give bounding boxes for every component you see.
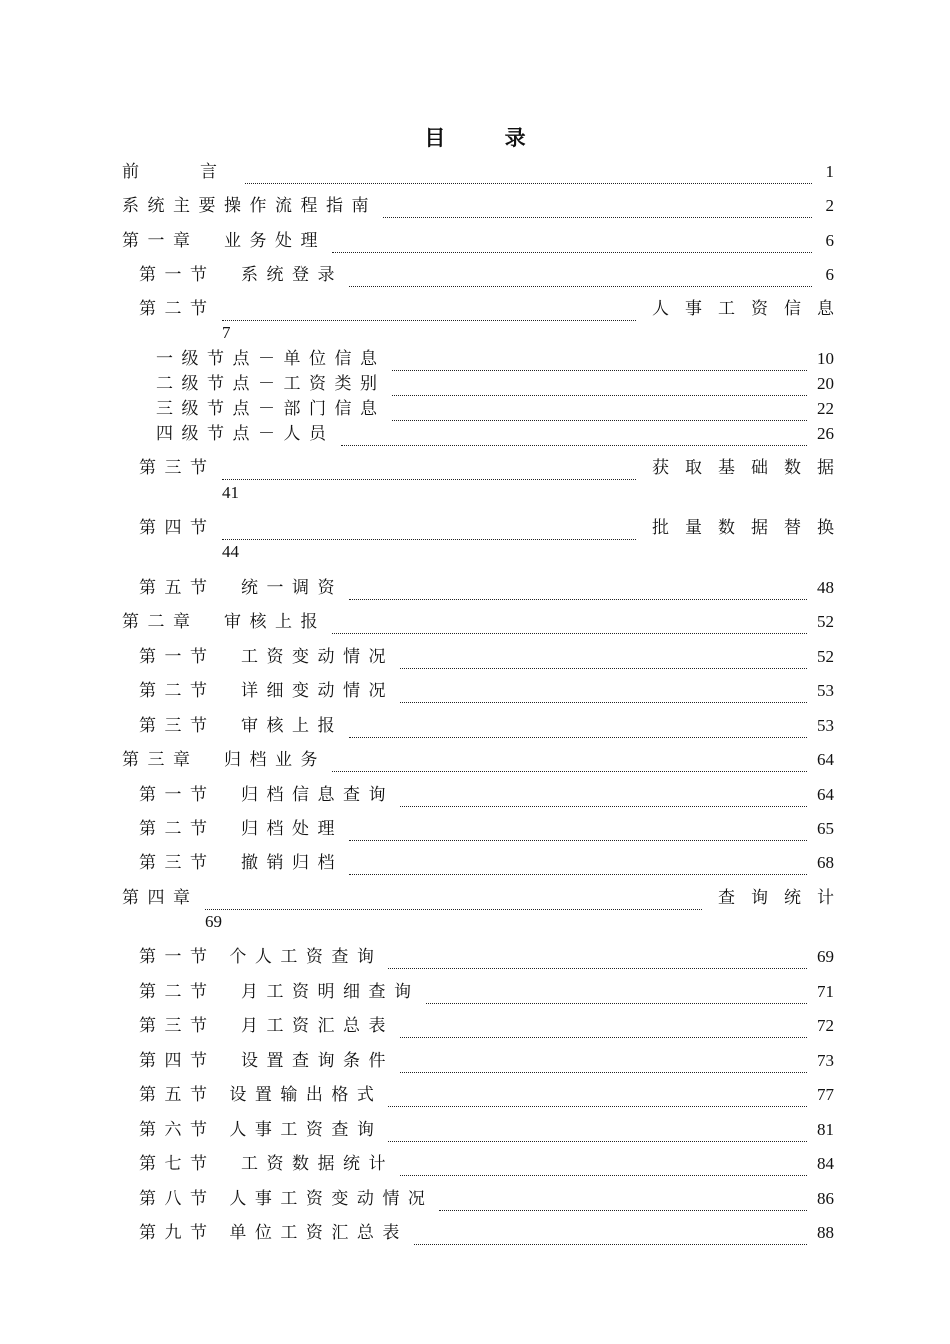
toc-entry[interactable]	[156, 347, 834, 371]
toc-leader	[400, 1159, 807, 1176]
toc-entry-page: 64	[817, 750, 834, 769]
toc-leader	[400, 686, 807, 703]
toc-entry-text: 第四章	[122, 888, 199, 908]
toc-leader	[388, 952, 807, 969]
toc-entry[interactable]	[139, 1152, 834, 1176]
toc-entry-page: 6	[825, 231, 834, 250]
toc-entry-text: 第七节 工资数据统计	[139, 1154, 394, 1174]
toc-leader	[388, 1125, 807, 1142]
toc-entry-text: 第五节 统一调资	[139, 578, 343, 598]
toc-leader	[414, 1228, 807, 1245]
toc-entry[interactable]	[139, 1049, 834, 1073]
toc-entry[interactable]	[139, 1187, 834, 1211]
toc-entry[interactable]	[139, 945, 834, 969]
toc-entry-page: 53	[817, 681, 834, 700]
toc-entry-text: 一级节点－单位信息	[156, 349, 386, 369]
toc-entry[interactable]	[139, 817, 834, 841]
toc-leader	[349, 583, 807, 600]
toc-leader	[439, 1194, 807, 1211]
toc-entry-page: 71	[817, 982, 834, 1001]
toc-entry[interactable]	[139, 456, 850, 480]
toc-entry-page: 88	[817, 1223, 834, 1242]
toc-entry[interactable]	[139, 679, 834, 703]
toc-leader	[222, 523, 637, 540]
toc-entry-text: 第三节	[139, 458, 216, 478]
toc-entry-page: 52	[817, 612, 834, 631]
toc-leader	[245, 167, 812, 184]
toc-entry-text: 第五节 设置输出格式	[139, 1085, 383, 1105]
toc-entry[interactable]	[139, 645, 834, 669]
toc-entry[interactable]	[122, 229, 834, 253]
toc-entry-page: 26	[817, 424, 834, 443]
toc-entry[interactable]	[122, 194, 834, 218]
toc-entry-text: 第二节	[139, 299, 216, 319]
toc-title: 目 录	[424, 126, 552, 150]
toc-leader	[400, 790, 807, 807]
toc-leader	[332, 755, 807, 772]
toc-entry-page: 1	[825, 162, 834, 181]
toc-entry[interactable]	[122, 748, 834, 772]
toc-entry-text: 第九节 单位工资汇总表	[139, 1223, 408, 1243]
toc-entry-tail: 查询统计	[718, 888, 850, 908]
toc-entry-tail: 获取基础数据	[652, 458, 850, 478]
toc-entry-text: 第八节 人事工资变动情况	[139, 1189, 434, 1209]
toc-entry-page: 20	[817, 374, 834, 393]
toc-entry-text: 四级节点－人员	[156, 424, 335, 444]
toc-entry-page: 7	[222, 323, 231, 342]
toc-entry-text: 第二节 归档处理	[139, 819, 343, 839]
toc-entry[interactable]	[139, 1083, 834, 1107]
toc-entry-page: 69	[205, 912, 222, 931]
toc-entry-page: 22	[817, 399, 834, 418]
toc-entry-text: 第三章 归档业务	[122, 750, 326, 770]
toc-entry-page: 73	[817, 1051, 834, 1070]
toc-entry-text: 系统主要操作流程指南	[122, 196, 377, 216]
toc-entry[interactable]	[139, 297, 850, 321]
toc-entry-text: 第二节 月工资明细查询	[139, 982, 420, 1002]
toc-leader	[392, 354, 808, 371]
toc-entry-page: 6	[825, 265, 834, 284]
toc-leader	[392, 404, 808, 421]
toc-leader	[222, 463, 637, 480]
toc-entry[interactable]	[156, 422, 834, 446]
toc-entry[interactable]	[139, 980, 834, 1004]
toc-entry-page: 65	[817, 819, 834, 838]
toc-entry[interactable]	[139, 516, 850, 540]
toc-entry-text: 第三节 审核上报	[139, 716, 343, 736]
toc-entry-tail: 批量数据替换	[652, 518, 850, 538]
toc-entry[interactable]	[139, 783, 834, 807]
toc-leader	[349, 824, 807, 841]
toc-entry-page: 10	[817, 349, 834, 368]
toc-entry-page: 77	[817, 1085, 834, 1104]
toc-entry-page: 64	[817, 785, 834, 804]
toc-entry-text: 第一节 归档信息查询	[139, 785, 394, 805]
toc-leader	[332, 617, 807, 634]
toc-entry-text: 三级节点－部门信息	[156, 399, 386, 419]
toc-entry-page: 48	[817, 578, 834, 597]
toc-entry-text: 第二节 详细变动情况	[139, 681, 394, 701]
toc-entry-page: 52	[817, 647, 834, 666]
toc-entry[interactable]	[122, 886, 850, 910]
toc-leader	[349, 270, 812, 287]
toc-leader	[341, 429, 808, 446]
toc-entry-text: 第四节	[139, 518, 216, 538]
toc-entry-page: 68	[817, 853, 834, 872]
toc-entry-page: 2	[825, 196, 834, 215]
toc-leader	[349, 721, 807, 738]
toc-entry-page: 81	[817, 1120, 834, 1139]
toc-entry-page: 41	[222, 483, 239, 502]
toc-entry[interactable]	[139, 851, 834, 875]
toc-entry-page: 44	[222, 542, 239, 561]
toc-leader	[383, 201, 812, 218]
toc-entry-page: 86	[817, 1189, 834, 1208]
toc-entry[interactable]	[139, 1118, 834, 1142]
toc-leader	[392, 379, 808, 396]
toc-entry-text: 第一节 系统登录	[139, 265, 343, 285]
toc-entry-text: 第六节 人事工资查询	[139, 1120, 383, 1140]
toc-entry-tail: 人事工资信息	[652, 299, 850, 319]
toc-entry[interactable]	[139, 576, 834, 600]
toc-entry-page: 53	[817, 716, 834, 735]
toc-entry-text: 第三节 月工资汇总表	[139, 1016, 394, 1036]
toc-entry[interactable]	[139, 263, 834, 287]
toc-leader	[400, 1056, 807, 1073]
toc-leader	[332, 236, 812, 253]
toc-leader	[205, 893, 703, 910]
toc-leader	[400, 1021, 807, 1038]
toc-entry-text: 第一节 工资变动情况	[139, 647, 394, 667]
toc-leader	[349, 858, 807, 875]
toc-leader	[426, 987, 808, 1004]
toc-leader	[222, 304, 637, 321]
toc-entry-text: 第一节 个人工资查询	[139, 947, 383, 967]
toc-entry[interactable]	[156, 372, 834, 396]
toc-entry[interactable]	[122, 610, 834, 634]
toc-entry[interactable]	[139, 1221, 834, 1245]
toc-entry[interactable]	[139, 1014, 834, 1038]
toc-entry[interactable]	[139, 714, 834, 738]
toc-entry-page: 84	[817, 1154, 834, 1173]
toc-entry-page: 72	[817, 1016, 834, 1035]
toc-entry-text: 二级节点－工资类别	[156, 374, 386, 394]
toc-entry-text: 第四节 设置查询条件	[139, 1051, 394, 1071]
toc-leader	[388, 1090, 807, 1107]
toc-leader	[400, 652, 807, 669]
toc-entry-text: 前 言	[122, 162, 239, 182]
toc-entry-page: 69	[817, 947, 834, 966]
toc-entry-text: 第一章 业务处理	[122, 231, 326, 251]
toc-entry[interactable]	[122, 160, 834, 184]
toc-entry-text: 第三节 撤销归档	[139, 853, 343, 873]
toc-entry[interactable]	[156, 397, 834, 421]
toc-entry-text: 第二章 审核上报	[122, 612, 326, 632]
